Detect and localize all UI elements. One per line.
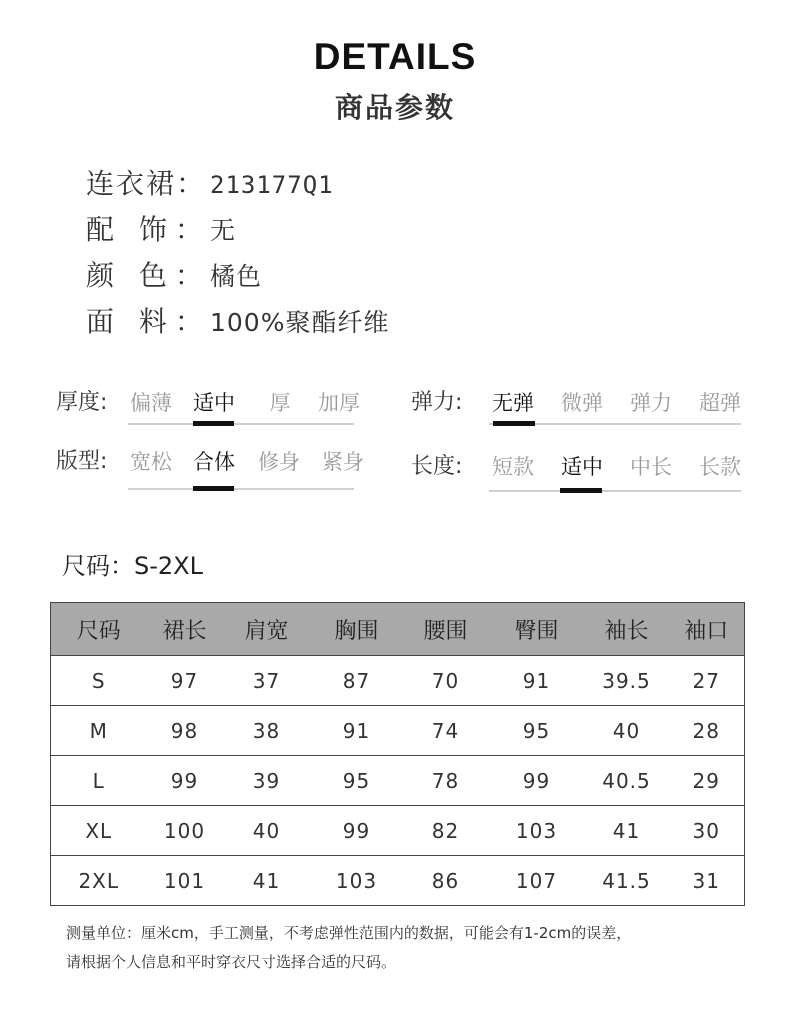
measurement-note: 测量单位：厘米cm，手工测量，不考虑弹性范围内的数据，可能会有1-2cm的误差，	[66, 924, 632, 942]
table-cell: 99	[147, 756, 223, 806]
option-short: 短款	[492, 455, 534, 479]
table-header-row	[51, 603, 745, 656]
attribute-scale-line	[128, 488, 354, 490]
table-cell: 38	[223, 706, 311, 756]
table-cell: 2XL	[78, 868, 120, 893]
table-cell: M	[51, 706, 147, 756]
option-long: 长款	[699, 455, 741, 479]
table-cell: 95	[489, 706, 585, 756]
table-cell: 101	[163, 868, 206, 893]
table-cell: 70	[403, 656, 489, 706]
table-cell: 74	[403, 706, 489, 756]
header-cell: 袖长	[585, 603, 669, 656]
param-label: 颜 色：	[86, 259, 211, 292]
table-cell: 91	[489, 656, 585, 706]
table-cell: 86	[431, 868, 460, 893]
option-mid-length: 中长	[630, 455, 672, 479]
table-cell: L	[51, 756, 147, 806]
param-color	[86, 258, 262, 294]
attribute-label: 厚度:	[56, 390, 108, 415]
selection-marker	[560, 488, 602, 493]
table-row	[51, 856, 745, 906]
table-cell: XL	[51, 806, 147, 856]
table-row	[51, 756, 745, 806]
table-cell: 27	[669, 656, 745, 706]
table-cell: 100	[147, 806, 223, 856]
param-value: 100%聚酯纤维	[210, 308, 390, 337]
attribute-scale-line	[128, 423, 354, 425]
param-value: 橘色	[210, 262, 263, 291]
option-medium-selected: 适中	[193, 391, 235, 415]
selection-marker	[493, 421, 535, 426]
table-cell: 41.5	[602, 868, 651, 893]
header-cell: 裙长	[147, 603, 223, 656]
table-cell: 28	[669, 706, 745, 756]
table-cell: 103	[335, 868, 378, 893]
table-cell: 97	[147, 656, 223, 706]
table-cell: 103	[489, 806, 585, 856]
header-cell: 尺码	[51, 603, 147, 656]
table-cell: 31	[692, 868, 720, 893]
param-accessory	[86, 212, 236, 248]
header-cell: 肩宽	[223, 603, 311, 656]
size-advice-note: 请根据个人信息和平时穿衣尺寸选择合适的尺码。	[66, 953, 397, 971]
table-cell: 41	[252, 868, 281, 893]
table-cell: 40	[223, 806, 311, 856]
table-cell: 40	[585, 706, 669, 756]
param-label: 面 料：	[86, 305, 211, 338]
table-cell: 91	[311, 706, 403, 756]
table-cell: 37	[223, 656, 311, 706]
table-cell: S	[51, 656, 147, 706]
attribute-label: 长度:	[411, 454, 463, 479]
header-cell: 臀围	[489, 603, 585, 656]
option-slim: 修身	[258, 450, 300, 474]
size-table	[50, 602, 745, 906]
table-row	[51, 806, 745, 856]
page-title: DETAILS	[313, 36, 477, 77]
table-cell: 39.5	[585, 656, 669, 706]
option-thick: 厚	[269, 391, 291, 415]
table-cell: 78	[403, 756, 489, 806]
option-loose: 宽松	[130, 450, 172, 474]
option-thin: 偏薄	[130, 391, 172, 415]
param-dress-code	[86, 166, 334, 202]
table-cell: 82	[403, 806, 489, 856]
attribute-label: 弹力:	[411, 390, 463, 415]
header-cell: 胸围	[311, 603, 403, 656]
option-slight-stretch: 微弹	[561, 391, 603, 415]
selection-marker	[193, 421, 234, 426]
option-regular-length-selected: 适中	[561, 455, 603, 479]
header-cell: 腰围	[403, 603, 489, 656]
option-super-stretch: 超弹	[699, 391, 741, 415]
option-stretch: 弹力	[630, 391, 672, 415]
table-row	[51, 656, 745, 706]
table-cell: 98	[147, 706, 223, 756]
param-value: 无	[210, 216, 237, 245]
table-cell: 29	[669, 756, 745, 806]
param-label: 连衣裙：	[86, 167, 207, 200]
table-row	[51, 706, 745, 756]
attribute-scale-line	[489, 490, 741, 492]
table-cell: 41	[585, 806, 669, 856]
table-cell: 87	[311, 656, 403, 706]
table-cell: 40.5	[585, 756, 669, 806]
table-cell: 95	[311, 756, 403, 806]
param-label: 配 饰：	[86, 213, 211, 246]
option-no-stretch-selected: 无弹	[492, 391, 534, 415]
table-cell: 39	[223, 756, 311, 806]
attribute-label: 版型:	[56, 449, 108, 474]
param-fabric	[86, 304, 389, 340]
page-subtitle: 商品参数	[334, 91, 455, 124]
selection-marker	[193, 486, 234, 491]
param-value: 213177Q1	[210, 171, 334, 199]
option-tight: 紧身	[322, 450, 364, 474]
option-regular-selected: 合体	[193, 450, 235, 474]
table-cell: 30	[669, 806, 745, 856]
header-cell: 袖口	[669, 603, 745, 656]
table-cell: 107	[515, 868, 558, 893]
option-extra-thick: 加厚	[318, 391, 360, 415]
table-cell: 99	[311, 806, 403, 856]
table-cell: 99	[489, 756, 585, 806]
size-range: 尺码：S-2XL	[62, 552, 203, 580]
